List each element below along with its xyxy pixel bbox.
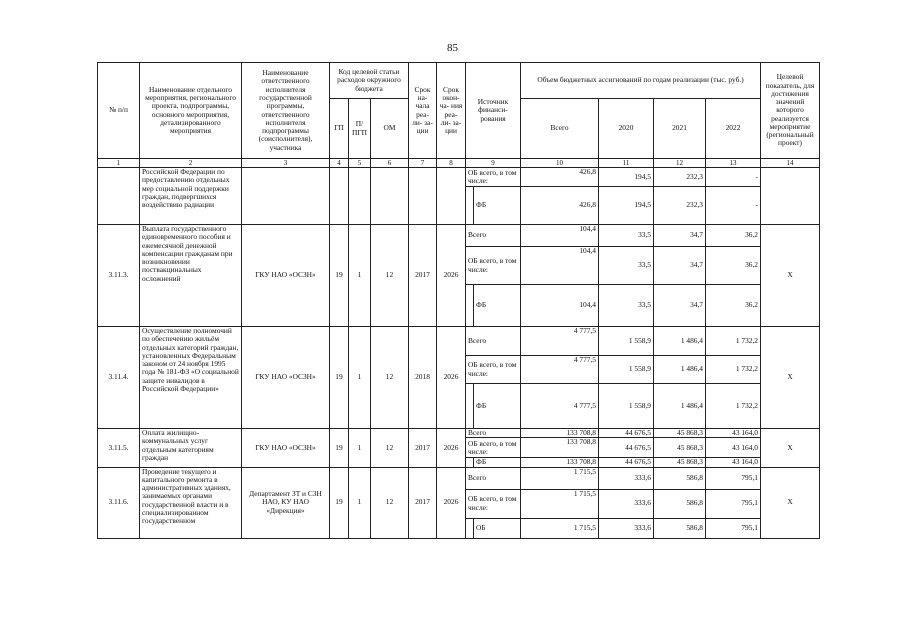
amount-2020: 333,6 (599, 467, 654, 489)
amount-total: 104,4 (521, 247, 599, 285)
code-pgp: 1 (349, 327, 371, 429)
header-end: Срок окон- ча- ния реа- ли- за- ции (437, 63, 466, 159)
amount-2022: 36,2 (706, 247, 761, 285)
amount-2020: 194,5 (599, 187, 654, 225)
funding-source: Всего (466, 467, 521, 489)
amount-2022: 43 164,0 (706, 458, 761, 467)
amount-2022: 43 164,0 (706, 429, 761, 438)
funding-source: ФБ (466, 285, 521, 327)
end-year: 2026 (437, 467, 466, 538)
column-number: 9 (466, 159, 521, 168)
code-om: 12 (371, 429, 409, 468)
target-indicator (761, 168, 820, 225)
row-number: 3.11.4. (98, 327, 140, 429)
column-number: 4 (330, 159, 349, 168)
column-number: 11 (599, 159, 654, 168)
amount-2022: 1 732,2 (706, 356, 761, 384)
amount-total: 1 715,5 (521, 467, 599, 489)
amount-total: 4 777,5 (521, 384, 599, 429)
page-number: 85 (447, 42, 458, 54)
header-gp: ГП (330, 99, 349, 159)
header-executor: Наименование ответственного исполнителя государственной программы, ответственного исполнителя подпрограммы (соисполнителя), участника (242, 63, 330, 159)
amount-2022: 43 164,0 (706, 438, 761, 458)
amount-2022: 795,1 (706, 489, 761, 518)
funding-source: ФБ (466, 187, 521, 225)
amount-2021: 34,7 (654, 247, 706, 285)
end-year (437, 168, 466, 225)
funding-source: Всего (466, 429, 521, 438)
activity-name: Выплата государственного единовременного пособия и ежемесячной денежной компенсации гражданам при возникновении поствакцинальных осложнений (140, 225, 242, 327)
header-om: ОМ (371, 99, 409, 159)
amount-2020: 333,6 (599, 518, 654, 538)
table-row (98, 327, 820, 356)
column-number: 14 (761, 159, 820, 168)
target-indicator: X (761, 467, 820, 538)
code-om: 12 (371, 327, 409, 429)
amount-2022: 795,1 (706, 467, 761, 489)
code-gp (330, 168, 349, 225)
start-year (409, 168, 437, 225)
amount-2020: 44 676,5 (599, 429, 654, 438)
amount-2022: - (706, 187, 761, 225)
amount-2022: - (706, 168, 761, 187)
code-om (371, 168, 409, 225)
executor-name: ГКУ НАО «ОСЗН» (242, 429, 330, 468)
table-row (98, 225, 820, 247)
end-year: 2026 (437, 327, 466, 429)
amount-2020: 33,5 (599, 225, 654, 247)
activity-name: Осуществление полномочий по обеспечению жильём отдельных категорий граждан, установленных Федеральным законом от 24 ноября 1995 года № 181-ФЗ «О социальной защите инвалидов в Российской Федерации» (140, 327, 242, 429)
header-num: № п/п (98, 63, 140, 159)
funding-source: ОБ (466, 518, 521, 538)
executor-name: ГКУ НАО «ОСЗН» (242, 225, 330, 327)
code-gp: 19 (330, 467, 349, 538)
amount-2022: 36,2 (706, 285, 761, 327)
activity-name: Оплата жилищно-коммунальных услуг отдельным категориям граждан (140, 429, 242, 468)
amount-2021: 45 868,3 (654, 458, 706, 467)
header-indicator: Целевой показатель, для достижения значений которого реализуется мероприятие (региональный проект) (761, 63, 820, 159)
funding-source: ОБ всего, в том числе: (466, 489, 521, 518)
funding-source: Всего (466, 225, 521, 247)
funding-source: Всего (466, 327, 521, 356)
row-number: 3.11.6. (98, 467, 140, 538)
funding-source: ОБ всего, в том числе: (466, 356, 521, 384)
amount-2021: 1 486,4 (654, 327, 706, 356)
funding-source: ОБ всего, в том числе: (466, 247, 521, 285)
header-pgp: П/ ПГП (349, 99, 371, 159)
executor-name: Департамент ЗТ и СЗН НАО, КУ НАО «Дирекция» (242, 467, 330, 538)
column-number: 2 (140, 159, 242, 168)
amount-2021: 34,7 (654, 225, 706, 247)
amount-2022: 1 732,2 (706, 327, 761, 356)
amount-total: 104,4 (521, 285, 599, 327)
table-row (98, 429, 820, 438)
funding-source: ФБ (466, 384, 521, 429)
column-number: 1 (98, 159, 140, 168)
amount-2020: 1 558,9 (599, 327, 654, 356)
amount-2021: 1 486,4 (654, 356, 706, 384)
amount-2022: 36,2 (706, 225, 761, 247)
code-gp: 19 (330, 429, 349, 468)
row-number: 3.11.3. (98, 225, 140, 327)
funding-source: ОБ всего, в том числе: (466, 168, 521, 187)
amount-2020: 194,5 (599, 168, 654, 187)
amount-2020: 1 558,9 (599, 356, 654, 384)
table-row (98, 168, 820, 187)
amount-total: 426,8 (521, 168, 599, 187)
executor-name: ГКУ НАО «ОСЗН» (242, 327, 330, 429)
amount-2020: 333,6 (599, 489, 654, 518)
funding-source: ФБ (466, 458, 521, 467)
amount-total: 1 715,5 (521, 489, 599, 518)
amount-2020: 33,5 (599, 285, 654, 327)
code-pgp: 1 (349, 429, 371, 468)
amount-total: 133 708,8 (521, 438, 599, 458)
amount-2021: 586,8 (654, 489, 706, 518)
code-gp: 19 (330, 225, 349, 327)
executor-name (242, 168, 330, 225)
start-year: 2017 (409, 429, 437, 468)
end-year: 2026 (437, 225, 466, 327)
column-number: 8 (437, 159, 466, 168)
amount-total: 133 708,8 (521, 458, 599, 467)
amount-total: 426,8 (521, 187, 599, 225)
header-2022: 2022 (706, 99, 761, 159)
header-2021: 2021 (654, 99, 706, 159)
target-indicator: X (761, 327, 820, 429)
header-total: Всего (521, 99, 599, 159)
code-pgp: 1 (349, 225, 371, 327)
header-start: Срок на- чала реа- ли- за- ции (409, 63, 437, 159)
amount-2021: 1 486,4 (654, 384, 706, 429)
amount-total: 4 777,5 (521, 327, 599, 356)
end-year: 2026 (437, 429, 466, 468)
amount-total: 104,4 (521, 225, 599, 247)
start-year: 2017 (409, 225, 437, 327)
row-number: 3.11.5. (98, 429, 140, 468)
amount-2020: 44 676,5 (599, 438, 654, 458)
target-indicator: X (761, 429, 820, 468)
column-number: 12 (654, 159, 706, 168)
column-number: 10 (521, 159, 599, 168)
amount-2022: 1 732,2 (706, 384, 761, 429)
column-numbers-row (98, 159, 820, 168)
amount-2021: 45 868,3 (654, 438, 706, 458)
amount-2020: 44 676,5 (599, 458, 654, 467)
row-number (98, 168, 140, 225)
header-code: Код целевой статьи расходов окружного бюджета (330, 63, 409, 99)
target-indicator: X (761, 225, 820, 327)
code-om: 12 (371, 225, 409, 327)
code-pgp: 1 (349, 467, 371, 538)
amount-2021: 34,7 (654, 285, 706, 327)
column-number: 6 (371, 159, 409, 168)
amount-2020: 1 558,9 (599, 384, 654, 429)
amount-2021: 586,8 (654, 467, 706, 489)
amount-total: 1 715,5 (521, 518, 599, 538)
start-year: 2017 (409, 467, 437, 538)
header-source: Источник финанси- рования (466, 63, 521, 159)
column-number: 7 (409, 159, 437, 168)
activity-name: Российской Федерации по предоставлению отдельных мер социальной поддержки граждан, подвергшихся воздействию радиации (140, 168, 242, 225)
amount-2022: 795,1 (706, 518, 761, 538)
amount-2021: 232,3 (654, 168, 706, 187)
start-year: 2018 (409, 327, 437, 429)
code-gp: 19 (330, 327, 349, 429)
column-number: 5 (349, 159, 371, 168)
code-pgp (349, 168, 371, 225)
header-volume: Объем бюджетных ассигнований по годам реализации (тыс. руб.) (521, 63, 761, 99)
amount-total: 133 708,8 (521, 429, 599, 438)
column-number: 3 (242, 159, 330, 168)
table-row (98, 467, 820, 489)
funding-source: ОБ всего, в том числе: (466, 438, 521, 458)
amount-2021: 586,8 (654, 518, 706, 538)
budget-table (97, 62, 820, 539)
code-om: 12 (371, 467, 409, 538)
amount-total: 4 777,5 (521, 356, 599, 384)
header-2020: 2020 (599, 99, 654, 159)
amount-2021: 232,3 (654, 187, 706, 225)
header-name: Наименование отдельного мероприятия, регионального проекта, подпрограммы, основного мероприятия, детализированного мероприятия (140, 63, 242, 159)
activity-name: Проведение текущего и капитального ремонта в административных зданиях, занимаемых органами государственной власти и в специализированном государственном (140, 467, 242, 538)
amount-2021: 45 868,3 (654, 429, 706, 438)
column-number: 13 (706, 159, 761, 168)
amount-2020: 33,5 (599, 247, 654, 285)
